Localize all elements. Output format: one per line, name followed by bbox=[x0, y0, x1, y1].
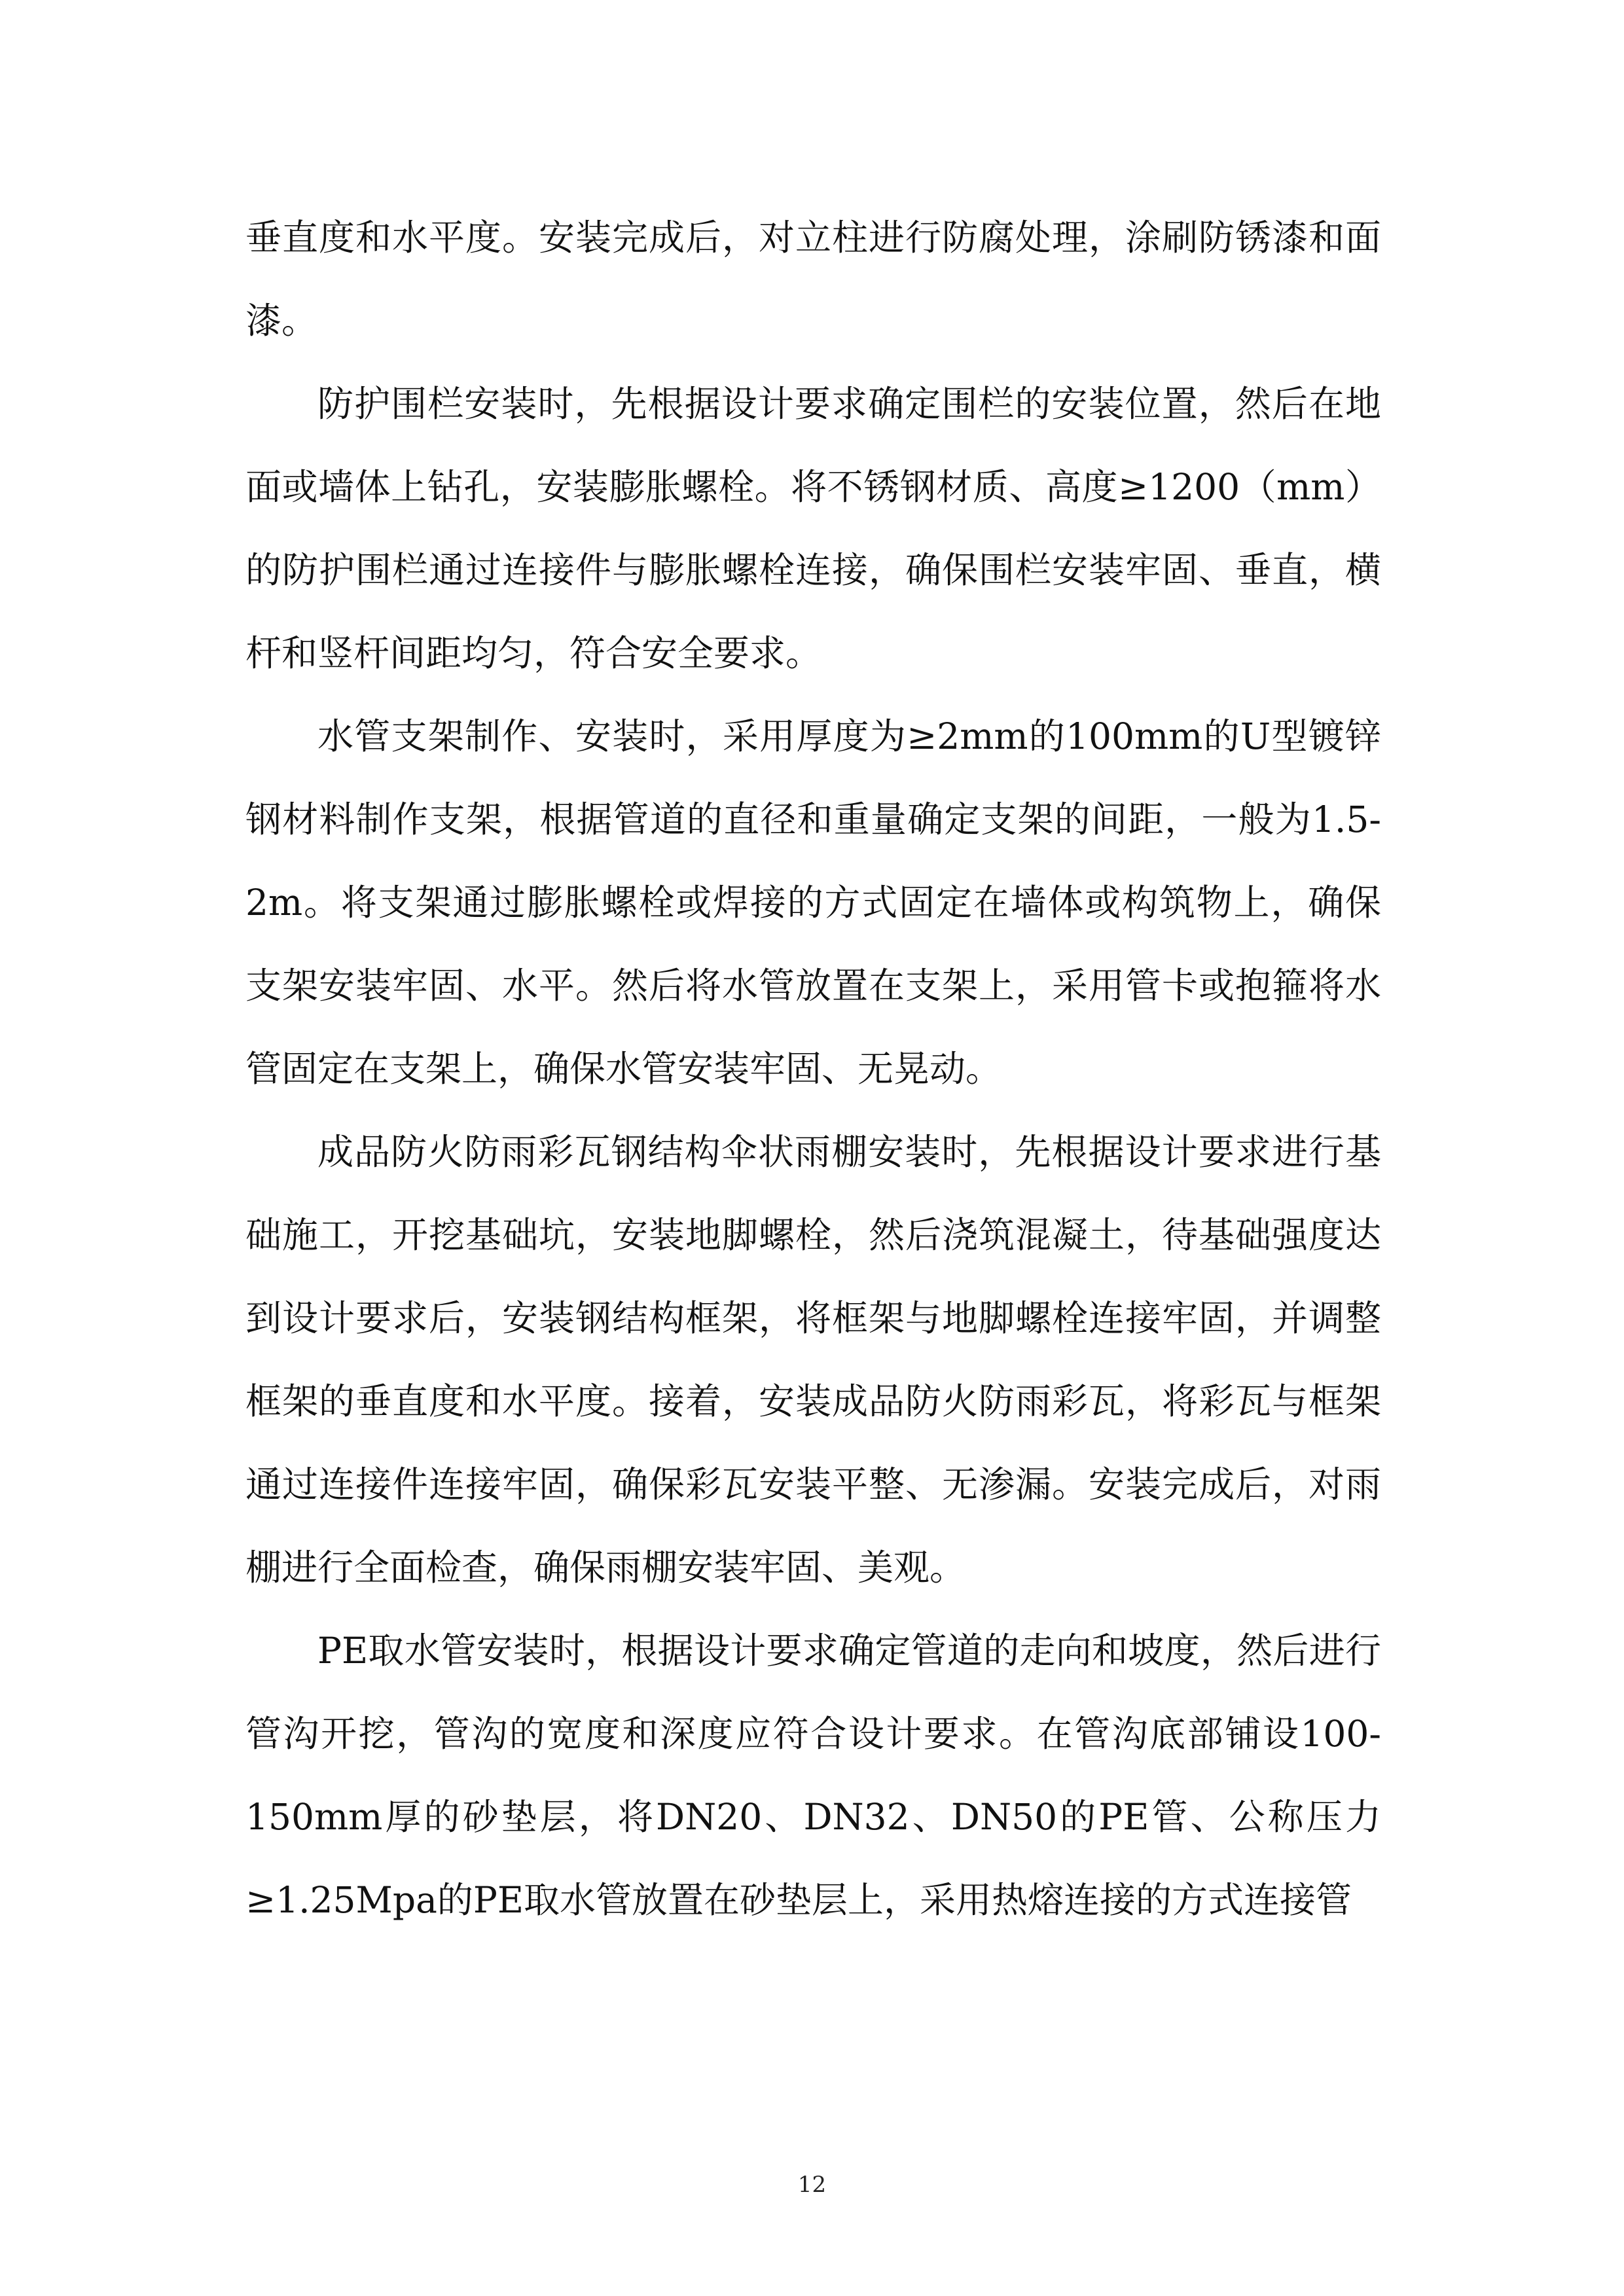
document-body bbox=[245, 196, 1381, 1942]
paragraph-4: 成品防火防雨彩瓦钢结构伞状雨棚安装时，先根据设计要求进行基础施工，开挖基础坑，安装地脚螺栓，然后浇筑混凝土，待基础强度达到设计要求后，安装钢结构框架，将框架与地脚螺栓连接牢固，并调整框架的垂直度和水平度。接着，安装成品防火防雨彩瓦，将彩瓦与框架通过连接件连接牢固，确保彩瓦安装平整、无渗漏。安装完成后，对雨棚进行全面检查，确保雨棚安装牢固、美观。 bbox=[245, 1131, 1381, 1588]
page-number: 12 bbox=[797, 2172, 827, 2198]
paragraph-5: PE取水管安装时，根据设计要求确定管道的走向和坡度，然后进行管沟开挖，管沟的宽度和深度应符合设计要求。在管沟底部铺设100-150mm厚的砂垫层，将DN20、DN32、DN50的PE管、公称压力≥1.25Mpa的PE取水管放置在砂垫层上，采用热熔连接的方式连接管 bbox=[245, 1630, 1381, 1921]
paragraph-2: 防护围栏安装时，先根据设计要求确定围栏的安装位置，然后在地面或墙体上钻孔，安装膨胀螺栓。将不锈钢材质、高度≥1200（mm）的防护围栏通过连接件与膨胀螺栓连接，确保围栏安装牢固、垂直，横杆和竖杆间距均匀，符合安全要求。 bbox=[245, 383, 1381, 674]
paragraph-1: 垂直度和水平度。安装完成后，对立柱进行防腐处理，涂刷防锈漆和面漆。 bbox=[245, 217, 1381, 342]
paragraph-3: 水管支架制作、安装时，采用厚度为≥2mm的100mm的U型镀锌钢材料制作支架，根据管道的直径和重量确定支架的间距，一般为1.5-2m。将支架通过膨胀螺栓或焊接的方式固定在墙体或构筑物上，确保支架安装牢固、水平。然后将水管放置在支架上，采用管卡或抱箍将水管固定在支架上，确保水管安装牢固、无晃动。 bbox=[245, 715, 1381, 1090]
